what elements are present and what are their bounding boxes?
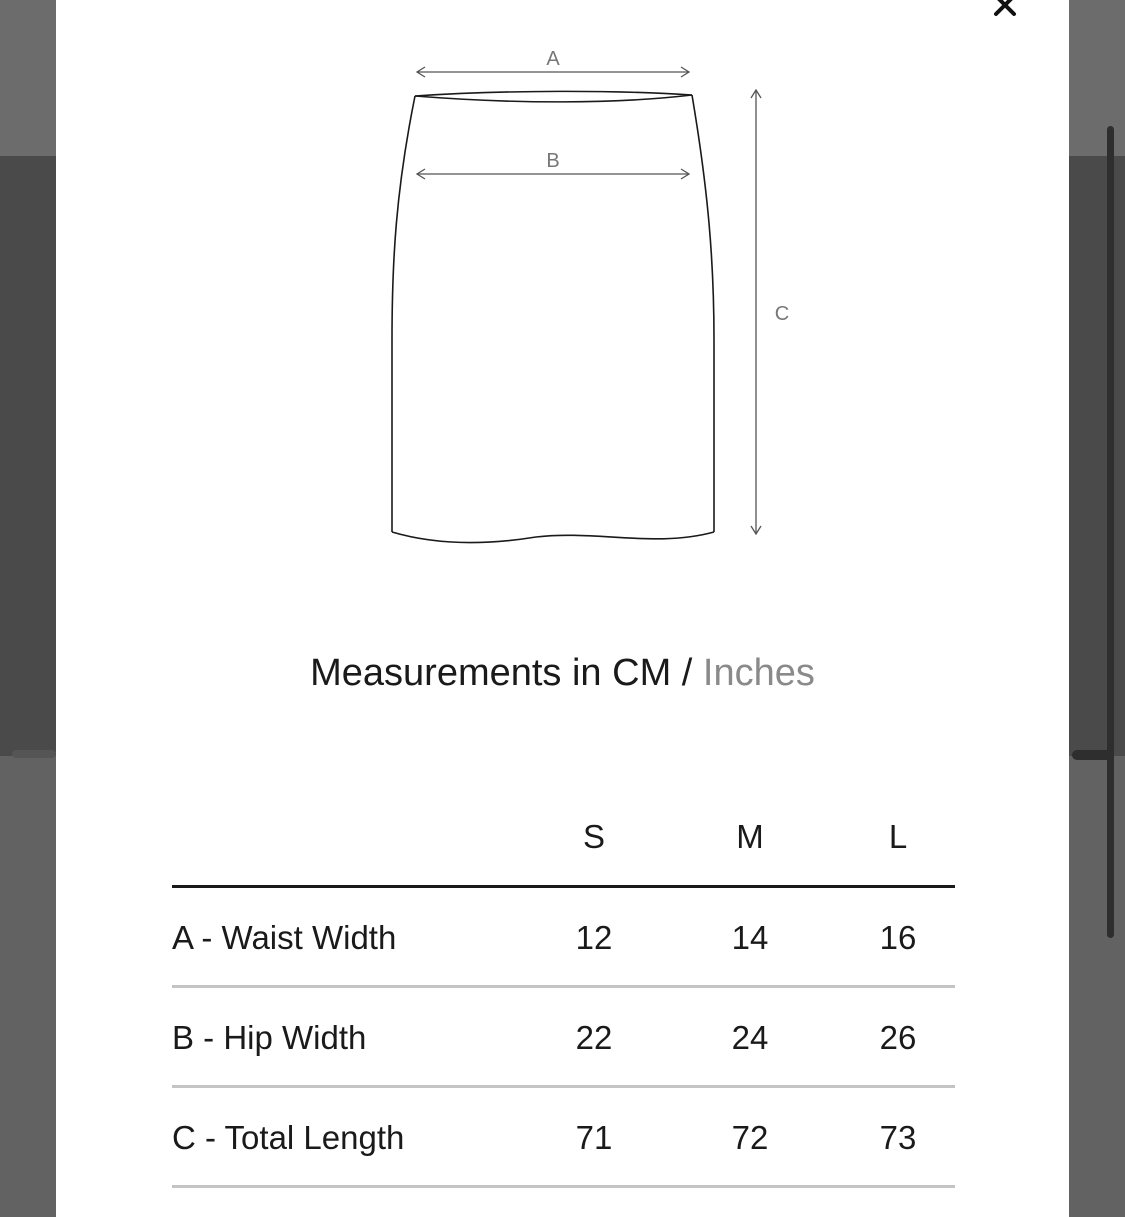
row-value-l: 26 [879,1019,917,1056]
scrollbar[interactable] [1107,126,1114,938]
label-c: C [774,303,790,325]
row-label: C - Total Length [172,1119,405,1156]
table-row [172,988,955,1088]
row-label: B - Hip Width [172,1019,367,1056]
backdrop-right-bottom [1069,756,1125,1217]
row-divider [172,1185,955,1188]
backdrop-left-bottom [0,756,56,1217]
size-guide-modal [56,0,1069,1217]
row-value-m: 14 [731,919,769,956]
close-icon [991,0,1019,19]
row-value-s: 12 [575,919,613,956]
size-header-s: S [582,818,605,855]
backdrop-left-middle [0,156,56,756]
size-header-m: M [736,818,764,855]
backdrop-right-top [1069,0,1125,156]
measurements-heading [56,652,1069,695]
table-row [172,888,955,988]
label-b: B [546,150,560,172]
skirt-diagram [356,40,836,560]
unit-cm-label: Measurements in CM / [310,652,703,694]
row-value-s: 22 [575,1019,613,1056]
row-value-m: 72 [731,1119,769,1156]
close-button[interactable] [988,0,1022,22]
unit-inches-toggle[interactable]: Inches [702,652,815,694]
label-a: A [546,48,560,70]
row-value-m: 24 [731,1019,769,1056]
backdrop-right-middle [1069,156,1125,756]
measure-arrows [417,67,761,534]
backdrop-left-top [0,0,56,156]
table-row [172,1088,955,1188]
row-value-l: 16 [879,919,917,956]
size-header-l: L [888,818,908,855]
carousel-handle-left [12,750,56,758]
row-value-s: 71 [575,1119,613,1156]
row-value-l: 73 [879,1119,917,1156]
row-label: A - Waist Width [172,919,397,956]
